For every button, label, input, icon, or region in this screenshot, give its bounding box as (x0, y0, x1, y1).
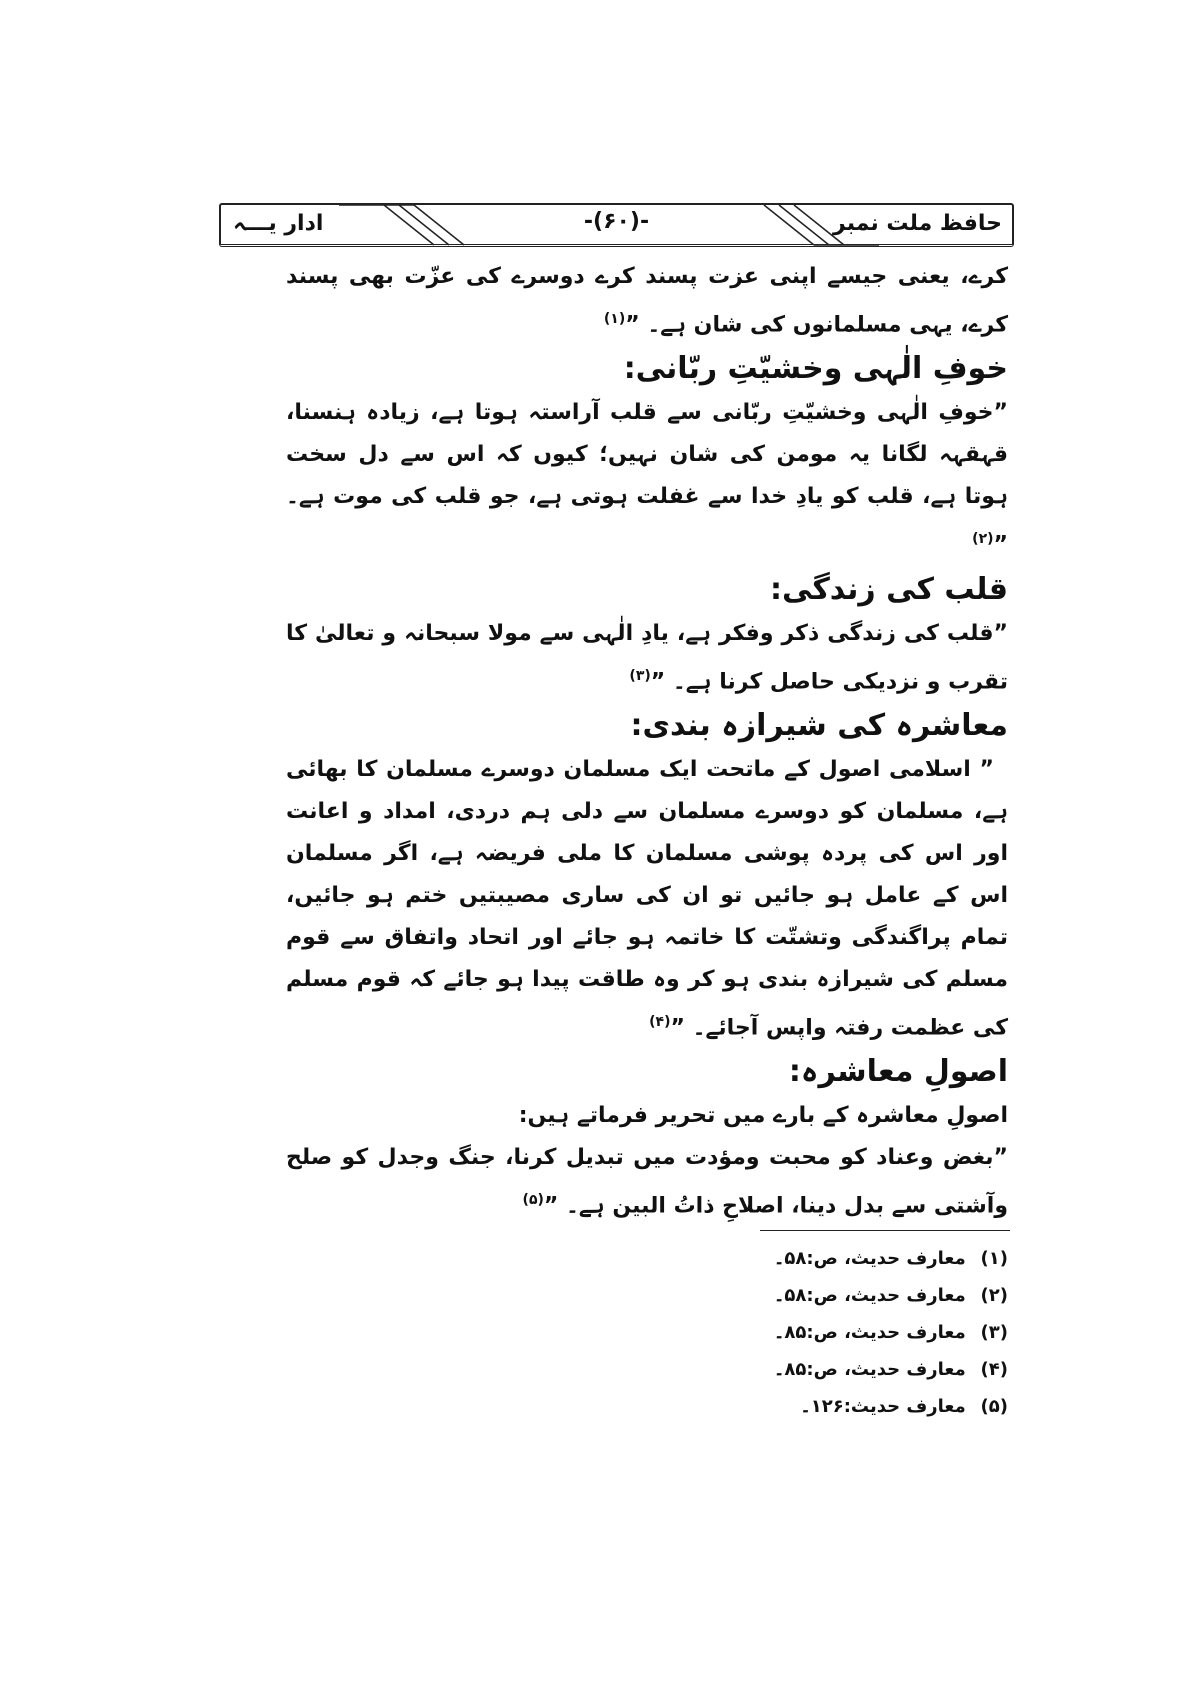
footnote-number: (۳) (980, 1322, 1008, 1343)
footnote-item (700, 1240, 1008, 1277)
publication-title: حافظ ملت نمبر (833, 211, 1002, 236)
footnote-ref: (۱) (603, 311, 626, 327)
footnote-ref: (۳) (629, 667, 651, 684)
page-number: -(۶۰)- (583, 209, 650, 234)
footnote-number: (۲) (980, 1285, 1008, 1306)
paragraph-text: ”خوفِ الٰہی وخشیّتِ ربّانی سے قلب آراستہ ہوتا ہے، زیادہ ہنسنا، قہقہہ لگانا یہ مومن کی شان نہیں؛ کیوں کہ اس سے دل سخت ہوتا ہے، قلب کو یادِ خدا سے غفلت ہوتی ہے، جو قلب کی موت ہے۔ ” (286, 400, 1008, 558)
running-header (219, 203, 1014, 253)
footnote-item (700, 1388, 1008, 1425)
footnote-item (700, 1351, 1008, 1388)
footnote-item (700, 1314, 1008, 1351)
footnote-ref: (۲) (972, 531, 994, 548)
paragraph-text: اصولِ معاشرہ کے بارے میں تحریر فرماتے ہیں: (518, 1103, 1008, 1129)
paragraph-text: ”بغض وعناد کو محبت ومؤدت میں تبدیل کرنا، جنگ وجدل کو صلح وآشتی سے بدل دینا، اصلاحِ ذاتُ البین ہے۔ ” (286, 1145, 1008, 1219)
paragraph (286, 392, 1008, 566)
paragraph (286, 1095, 1008, 1137)
footnote-separator (760, 1230, 1010, 1231)
paragraph-text: ” اسلامی اصول کے ماتحت ایک مسلمان دوسرے مسلمان کا بھائی ہے، مسلمان کو دوسرے مسلمان سے دلی ہم دردی، امداد و اعانت اور اس کی پردہ پوشی مسلمان کا ملی فریضہ ہے، اگر مسلمان اس کے عامل ہو جائیں تو ان کی ساری مصیبتیں ختم ہو جائیں، تمام پراگندگی وتشتّت کا خاتمہ ہو جائے اور اتحاد واتفاق سے قوم مسلم کی شیرازہ بندی ہو کر وہ طاقت پیدا ہو جائے کہ قوم مسلم کی عظمت رفتہ واپس آجائے۔ ” (286, 756, 1008, 1041)
footnote-text: معارف حدیث، ص:۸۵۔ (773, 1359, 966, 1380)
paragraph (286, 749, 1008, 1049)
paragraph (286, 256, 1008, 346)
footnote-text: معارف حدیث، ص:۸۵۔ (773, 1322, 966, 1343)
footnote-ref: (۵) (522, 1192, 544, 1209)
footnote-number: (۵) (980, 1396, 1008, 1417)
body-text (286, 256, 1008, 1228)
paragraph (286, 1137, 1008, 1227)
footnote-text: معارف حدیث، ص:۵۸۔ (773, 1285, 966, 1306)
footnote-item (700, 1277, 1008, 1314)
section-name: ادار یـــہ (233, 211, 324, 236)
section-heading: خوفِ الٰہی وخشیّتِ ربّانی: (623, 351, 1008, 387)
footnote-ref: (۴) (649, 1013, 671, 1030)
section-heading: قلب کی زندگی: (770, 571, 1008, 607)
paragraph-text: ”قلب کی زندگی ذکر وفکر ہے، یادِ الٰہی سے مولا سبحانہ و تعالیٰ کا تقرب و نزدیکی حاصل کرنا ہے۔ ” (286, 620, 1008, 694)
paragraph (286, 613, 1008, 703)
footnote-number: (۱) (980, 1248, 1008, 1269)
section-heading: اصولِ معاشرہ: (788, 1054, 1008, 1090)
footnotes (700, 1240, 1008, 1425)
footnote-text: معارف حدیث:۱۲۶۔ (800, 1396, 966, 1417)
footnote-text: معارف حدیث، ص:۵۸۔ (773, 1248, 966, 1269)
paragraph-text: کرے، یعنی جیسے اپنی عزت پسند کرے دوسرے کی عزّت بھی پسند کرے، یہی مسلمانوں کی شان ہے۔ ” (286, 264, 1008, 338)
footnote-number: (۴) (980, 1359, 1008, 1380)
section-heading: معاشرہ کی شیرازہ بندی: (630, 707, 1008, 743)
